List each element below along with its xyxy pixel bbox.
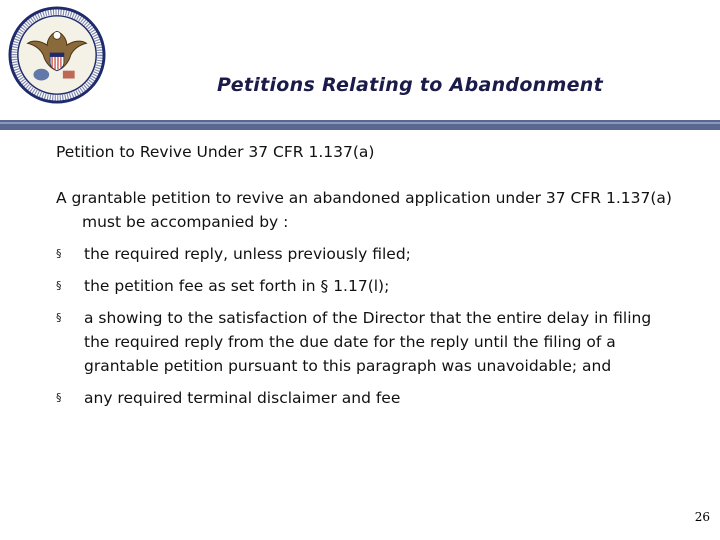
- list-item-text: the petition fee as set forth in § 1.17(l);: [84, 277, 390, 295]
- bullet-icon: §: [56, 391, 62, 404]
- list-item: [56, 306, 676, 378]
- page-title: Petitions Relating to Abandonment: [216, 74, 603, 96]
- list-item-text: a showing to the satisfaction of the Director that the entire delay in filing the required reply from the due date for the reply until the filing of a grantable petition pursuant to this paragraph was unavoidable; and: [84, 309, 652, 375]
- bullet-icon: §: [56, 311, 62, 324]
- list-item: [56, 242, 676, 266]
- intro-paragraph: A grantable petition to revive an abandoned application under 37 CFR 1.137(a) must be accompanied by :: [56, 189, 672, 231]
- section-subtitle: Petition to Revive Under 37 CFR 1.137(a): [56, 143, 375, 161]
- list-item: [56, 386, 676, 410]
- uspto-seal-icon: [8, 6, 106, 104]
- page-number: 26: [694, 510, 710, 524]
- bullet-icon: §: [56, 247, 62, 260]
- list-item-text: any required terminal disclaimer and fee: [84, 389, 401, 407]
- bullet-icon: §: [56, 279, 62, 292]
- requirements-list: [56, 242, 676, 410]
- list-item-text: the required reply, unless previously filed;: [84, 245, 411, 263]
- title-divider-highlight: [0, 122, 720, 124]
- seal-graphic: [8, 6, 106, 104]
- slide-body: [56, 140, 676, 418]
- list-item: [56, 274, 676, 298]
